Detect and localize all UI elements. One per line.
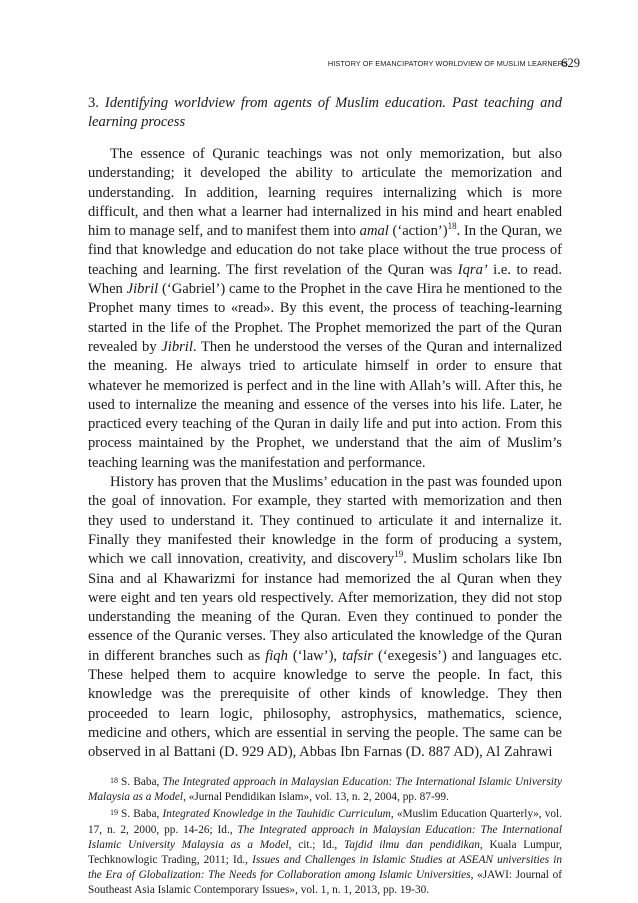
body-text bbox=[88, 145, 562, 763]
section-heading bbox=[88, 94, 562, 132]
paragraph: History has proven that the Muslims’ education in the past was founded upon the goal of innovation. For example, they started with memorization and then they used to understand it. They continued to articulate it and internalize it. Finally they manifested their knowledge in the form of producing a system, which we call innovation, creativity, and discovery$^{19}$. Muslim scholars like Ibn Sina and al Khawarizmi for instance had memorized the al Quran when they were eight and ten years old respectively. After memorization, they did not stop understanding the meaning of the Quran. Even they continued to ponder the essence of the Quranic verses. They also articulated the knowledge of the Quran in different branches such as fiqh (‘law’), tafsir (‘exegesis’) and languages etc. These helped them to acquire knowledge to serve the people. In fact, this knowledge was the prerequisite of other kinds of knowledge. They then proceeded to learn logic, philosophy, astrophysics, mathematics, science, medicine and others, which are essential in serving the people. The same can be observed in al Battani (D. 929 AD), Abbas Ibn Farnas (D. 887 AD), Al Zahrawi bbox=[88, 474, 562, 761]
footnote-18: 18 S. Baba, The Integrated approach in Malaysian Education: The International Islamic University Malaysia as a Model, «Jurnal Pendidikan Islam», vol. 13, n. 2, 2004, pp. 87-99. bbox=[88, 776, 563, 804]
term-tafsir: tafsir bbox=[342, 647, 373, 664]
footnotes bbox=[88, 773, 562, 899]
footnote-ref-19: 19 bbox=[394, 549, 404, 560]
term-jibril: Jibril bbox=[126, 281, 159, 298]
term-jibril: Jibril bbox=[161, 338, 193, 355]
footnote-19: 19 S. Baba, Integrated Knowledge in the Tauhidic Curriculum, «Muslim Education Quarterly», vol. 17, n. 2, 2000, pp. 14-26; Id., The Integrated approach in Malaysian Education: The International Islamic University Malaysia as a Model, cit.; Id., Tajdid ilmu dan pendidikan, Kuala Lumpur, Techknowlogic Trading, 2011; Id., Issues and Challenges in Islamic Studies at ASEAN universities in the Era of Globalization: The Needs for Collaboration among Islamic Universities, «JAWI: Journal of Southeast Asia Islamic Contemporary Issues», vol. 1, n. 1, 2013, pp. 19-30. bbox=[88, 808, 563, 897]
section-number: 3. bbox=[88, 95, 99, 111]
term-amal: amal bbox=[359, 223, 389, 240]
footnote-mark: 19 bbox=[110, 808, 118, 818]
page-number: 629 bbox=[561, 56, 580, 70]
footnote-mark: 18 bbox=[110, 776, 118, 785]
footnote-ref-18: 18 bbox=[447, 221, 457, 232]
paragraph: The essence of Quranic teachings was not only memorization, but also understanding; it developed the ability to articulate the memorization and understanding. In addition, learning requires internalizing which is more difficult, and then what a learner had internalized in his mind and heart enabled him to manage self, and to manifest them into amal (‘action’)$^{18}$. In the Quran, we find that knowledge and education do not take place without the true process of teaching and learning. The first revelation of the Quran was Iqra’ i.e. to read. When Jibril (‘Gabriel’) came to the Prophet in the cave Hira he mentioned to the Prophet many times to «read». By this event, the process of teaching-learning started in the life of the Prophet. The Prophet memorized the part of the Quran revealed by Jibril. Then he understood the verses of the Quran and internalized the meaning. He always tried to articulate himself in order to ensure that whatever he memorized is perfect and in the line with Allah’s will. After this, he used to internalize the meaning and essence of the verses into his life. Later, he practiced every teaching of the Quran in daily life and put into action. From this process maintained by the Prophet, we understand that the aim of Muslim’s teaching learning was the manifestation and performance. bbox=[88, 146, 563, 471]
term-fiqh: fiqh bbox=[265, 647, 288, 664]
running-head: HISTORY OF EMANCIPATORY WORLDVIEW OF MUSLIM LEARNERS bbox=[327, 59, 568, 68]
term-iqra: Iqra’ bbox=[457, 261, 488, 278]
section-title: Identifying worldview from agents of Muslim education. Past teaching and learning process bbox=[88, 95, 562, 130]
